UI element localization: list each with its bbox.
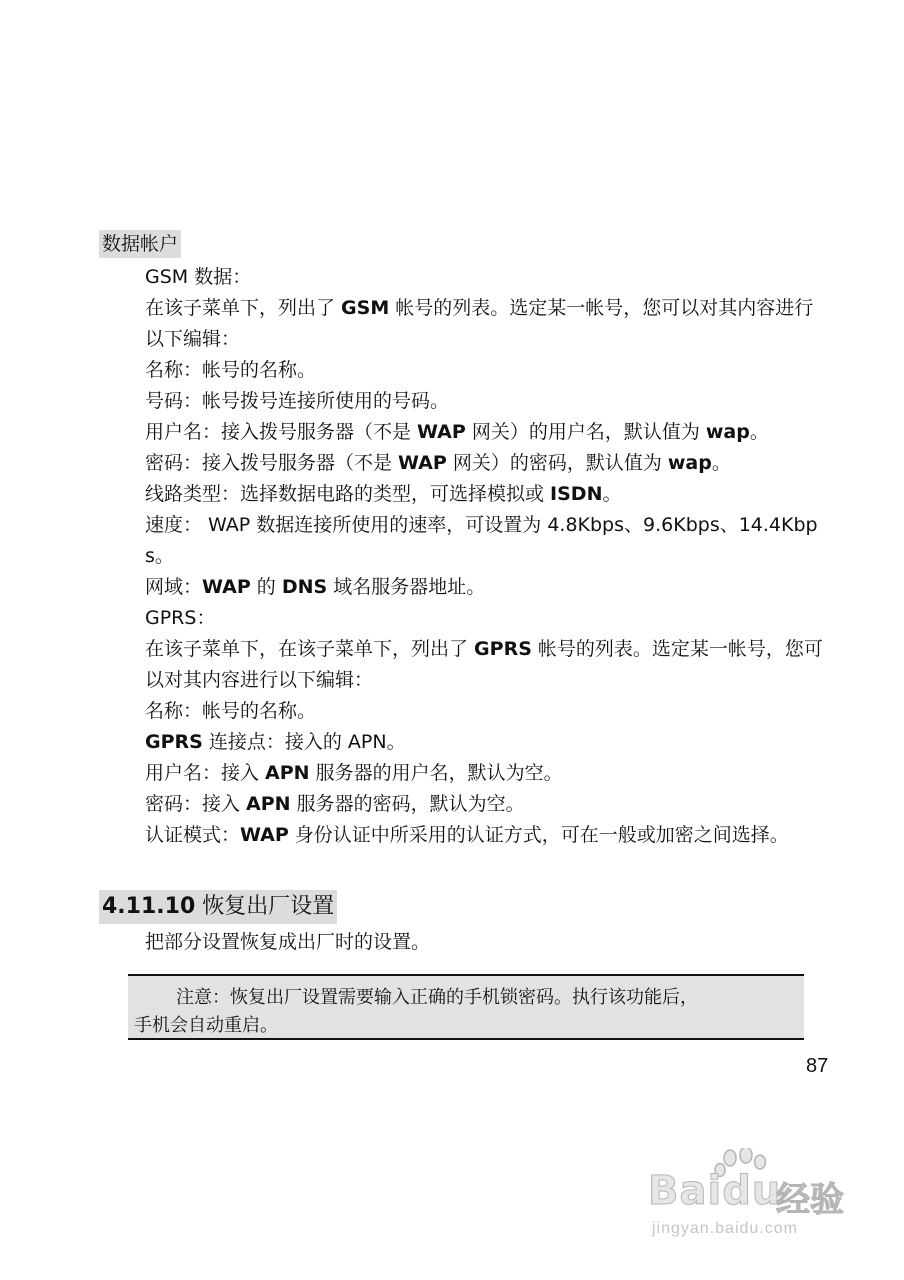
gsm-username-item: 用户名：接入拨号服务器（不是 WAP 网关）的用户名，默认值为 wap。	[145, 421, 769, 443]
gsm-name-item: 名称：帐号的名称。	[145, 359, 317, 381]
gprs-password-item: 密码：接入 APN 服务器的密码，默认为空。	[145, 793, 525, 815]
section-label: 数据帐户	[99, 230, 181, 258]
gsm-intro: 在该子菜单下，列出了 GSM 帐号的列表。选定某一帐号，您可以对其内容进行以下编辑：	[145, 297, 814, 350]
note-line-1: 注意：恢复出厂设置需要输入正确的手机锁密码。执行该功能后，	[176, 987, 698, 1008]
gprs-name-item: 名称：帐号的名称。	[145, 700, 317, 722]
gprs-username-item: 用户名：接入 APN 服务器的用户名，默认为空。	[145, 762, 563, 784]
baidu-watermark	[648, 1148, 878, 1248]
watermark-brand: Baidu	[648, 1168, 782, 1214]
gsm-number-item: 号码：帐号拨号连接所使用的号码。	[145, 390, 450, 412]
note-line-2: 手机会自动重启。	[134, 1015, 278, 1036]
heading-title: 恢复出厂设置	[195, 894, 335, 919]
watermark-cn: 经验	[776, 1180, 844, 1220]
body-text	[99, 262, 831, 851]
gsm-title: GSM 数据：	[145, 266, 252, 288]
note-box	[128, 974, 804, 1040]
heading-description: 把部分设置恢复成出厂时的设置。	[145, 931, 431, 953]
heading-number: 4.11.10	[102, 894, 196, 919]
page-number: 87	[806, 1055, 829, 1077]
gprs-intro: 在该子菜单下，在该子菜单下，列出了 GPRS 帐号的列表。选定某一帐号，您可以对其内容进行以下编辑：	[145, 638, 823, 691]
gprs-auth-item: 认证模式：WAP 身份认证中所采用的认证方式，可在一般或加密之间选择。	[145, 824, 789, 846]
gsm-speed-item: 速度： WAP 数据连接所使用的速率，可设置为 4.8Kbps、9.6Kbps、14.4Kbps。	[145, 514, 818, 567]
gsm-dns-item: 网域：WAP 的 DNS 域名服务器地址。	[145, 576, 486, 598]
gsm-password-item: 密码：接入拨号服务器（不是 WAP 网关）的密码，默认值为 wap。	[145, 452, 731, 474]
gsm-line-type-item: 线路类型：选择数据电路的类型，可选择模拟或 ISDN。	[145, 483, 622, 505]
watermark-url: jingyan.baidu.com	[652, 1220, 798, 1237]
section-heading	[99, 890, 337, 924]
gprs-apn-item: GPRS 连接点：接入的 APN。	[145, 731, 406, 753]
gprs-title: GPRS：	[145, 607, 216, 629]
